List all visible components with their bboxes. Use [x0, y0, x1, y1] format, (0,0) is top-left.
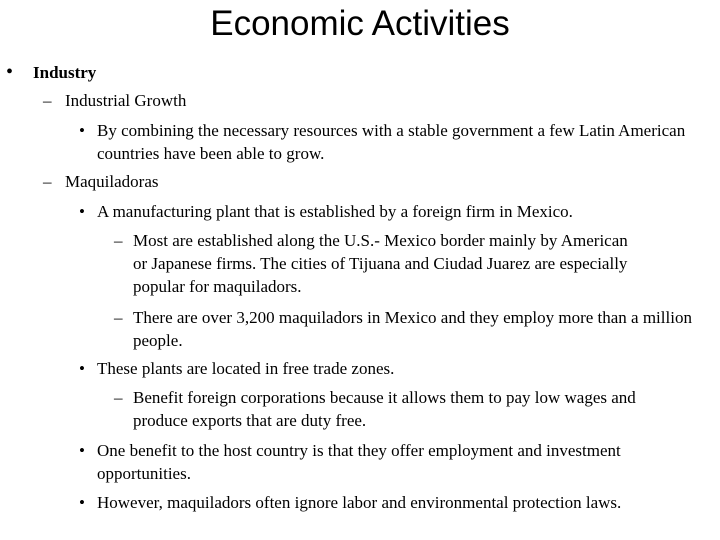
- outline-text: There are over 3,200 maquiladors in Mexico and they employ more than a million people.: [133, 308, 692, 350]
- dash-marker: –: [114, 231, 123, 250]
- outline-item: [79, 439, 714, 485]
- dash-marker: –: [43, 91, 52, 110]
- outline-text: Benefit foreign corporations because it allows them to pay low wages and produce exports that are duty free.: [133, 388, 636, 430]
- bullet-marker: •: [79, 121, 85, 140]
- outline-item: [79, 119, 714, 165]
- bullet-marker: •: [79, 493, 85, 512]
- outline-item: [79, 357, 714, 380]
- outline-text: Most are established along the U.S.- Mexico border mainly by American or Japanese firms. The cities of Tijuana and Ciudad Juarez are especially popular for maquiladors.: [133, 231, 628, 296]
- bullet-marker: •: [79, 202, 85, 221]
- slide-title: Economic Activities: [210, 4, 510, 43]
- bullet-marker: •: [6, 61, 14, 83]
- bullet-marker: •: [79, 359, 85, 378]
- outline-text: Industry: [33, 63, 97, 82]
- dash-marker: –: [114, 388, 123, 407]
- dash-marker: –: [43, 172, 52, 191]
- outline-text: A manufacturing plant that is established by a foreign firm in Mexico.: [97, 202, 573, 221]
- outline-text: These plants are located in free trade zones.: [97, 359, 395, 378]
- outline-text: By combining the necessary resources with a stable government a few Latin American countries have been able to grow.: [97, 121, 686, 163]
- dash-marker: –: [114, 308, 123, 327]
- outline-item: [114, 306, 714, 352]
- outline-text: However, maquiladors often ignore labor and environmental protection laws.: [97, 493, 622, 512]
- outline-item: [79, 491, 714, 514]
- outline-item: [79, 200, 714, 223]
- outline-text: Industrial Growth: [65, 91, 187, 110]
- bullet-marker: •: [79, 441, 85, 460]
- outline-item: [114, 386, 714, 432]
- outline-item: [114, 229, 714, 298]
- outline-text: Maquiladoras: [65, 172, 159, 191]
- outline-text: One benefit to the host country is that they offer employment and investment opportunities.: [97, 441, 621, 483]
